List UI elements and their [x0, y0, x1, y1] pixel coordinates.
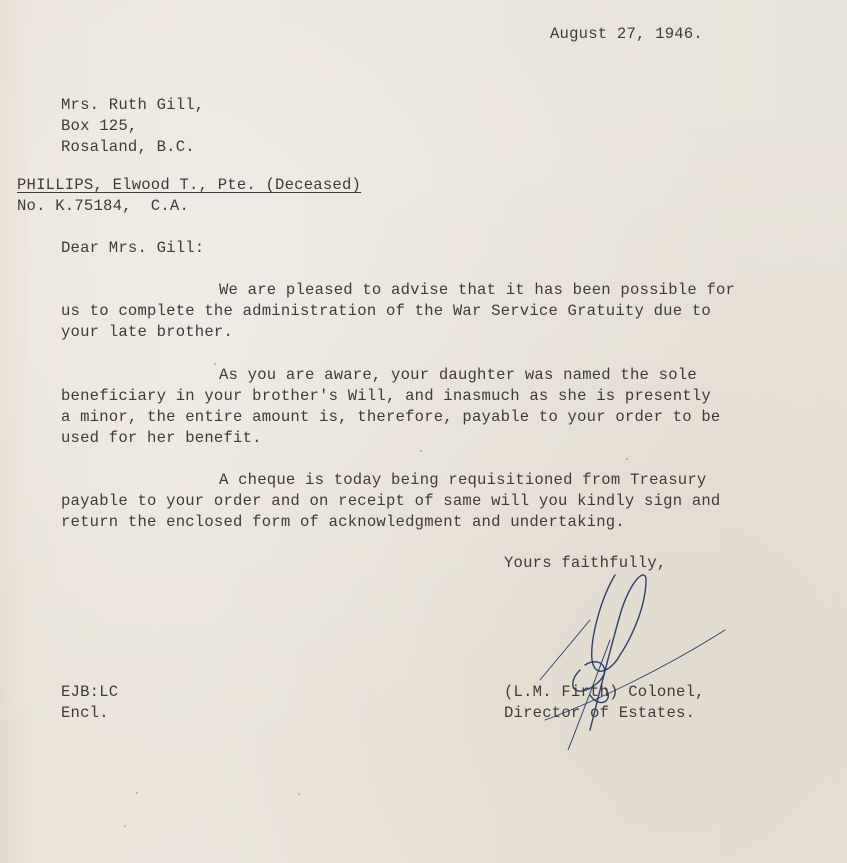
recipient-name: Mrs. Ruth Gill,: [61, 96, 205, 114]
closing: Yours faithfully,: [504, 554, 667, 572]
signatory-title: Director of Estates.: [504, 704, 696, 722]
paper-speck: [214, 363, 216, 365]
enclosure-note: Encl.: [61, 704, 109, 722]
paper-speck: [136, 792, 138, 794]
paragraph-line: beneficiary in your brother's Will, and inasmuch as she is presently: [61, 387, 711, 405]
paragraph-line: As you are aware, your daughter was named the sole: [219, 366, 697, 384]
paper-speck: [626, 458, 628, 460]
paragraph-line: payable to your order and on receipt of same will you kindly sign and: [61, 492, 721, 510]
paper-speck: [124, 825, 126, 827]
signatory-name: (L.M. Firth) Colonel,: [504, 683, 705, 701]
paragraph-line: us to complete the administration of the War Service Gratuity due to: [61, 302, 711, 320]
subject-line: PHILLIPS, Elwood T., Pte. (Deceased): [17, 176, 362, 194]
recipient-address-line2: Rosaland, B.C.: [61, 138, 195, 156]
paragraph-line: your late brother.: [61, 323, 234, 341]
salutation: Dear Mrs. Gill:: [61, 239, 205, 257]
recipient-address-line1: Box 125,: [61, 117, 138, 135]
paragraph-line: return the enclosed form of acknowledgment and undertaking.: [61, 513, 625, 531]
letter-date: August 27, 1946.: [550, 25, 703, 43]
paper-speck: [420, 450, 422, 452]
paragraph-line: A cheque is today being requisitioned from Treasury: [219, 471, 707, 489]
paragraph-line: We are pleased to advise that it has been possible for: [219, 281, 736, 299]
paragraph-line: used for her benefit.: [61, 429, 262, 447]
paper-speck: [298, 793, 300, 795]
reference-initials: EJB:LC: [61, 683, 119, 701]
paragraph-line: a minor, the entire amount is, therefore, payable to your order to be: [61, 408, 721, 426]
service-number-line: No. K.75184, C.A.: [17, 197, 190, 215]
